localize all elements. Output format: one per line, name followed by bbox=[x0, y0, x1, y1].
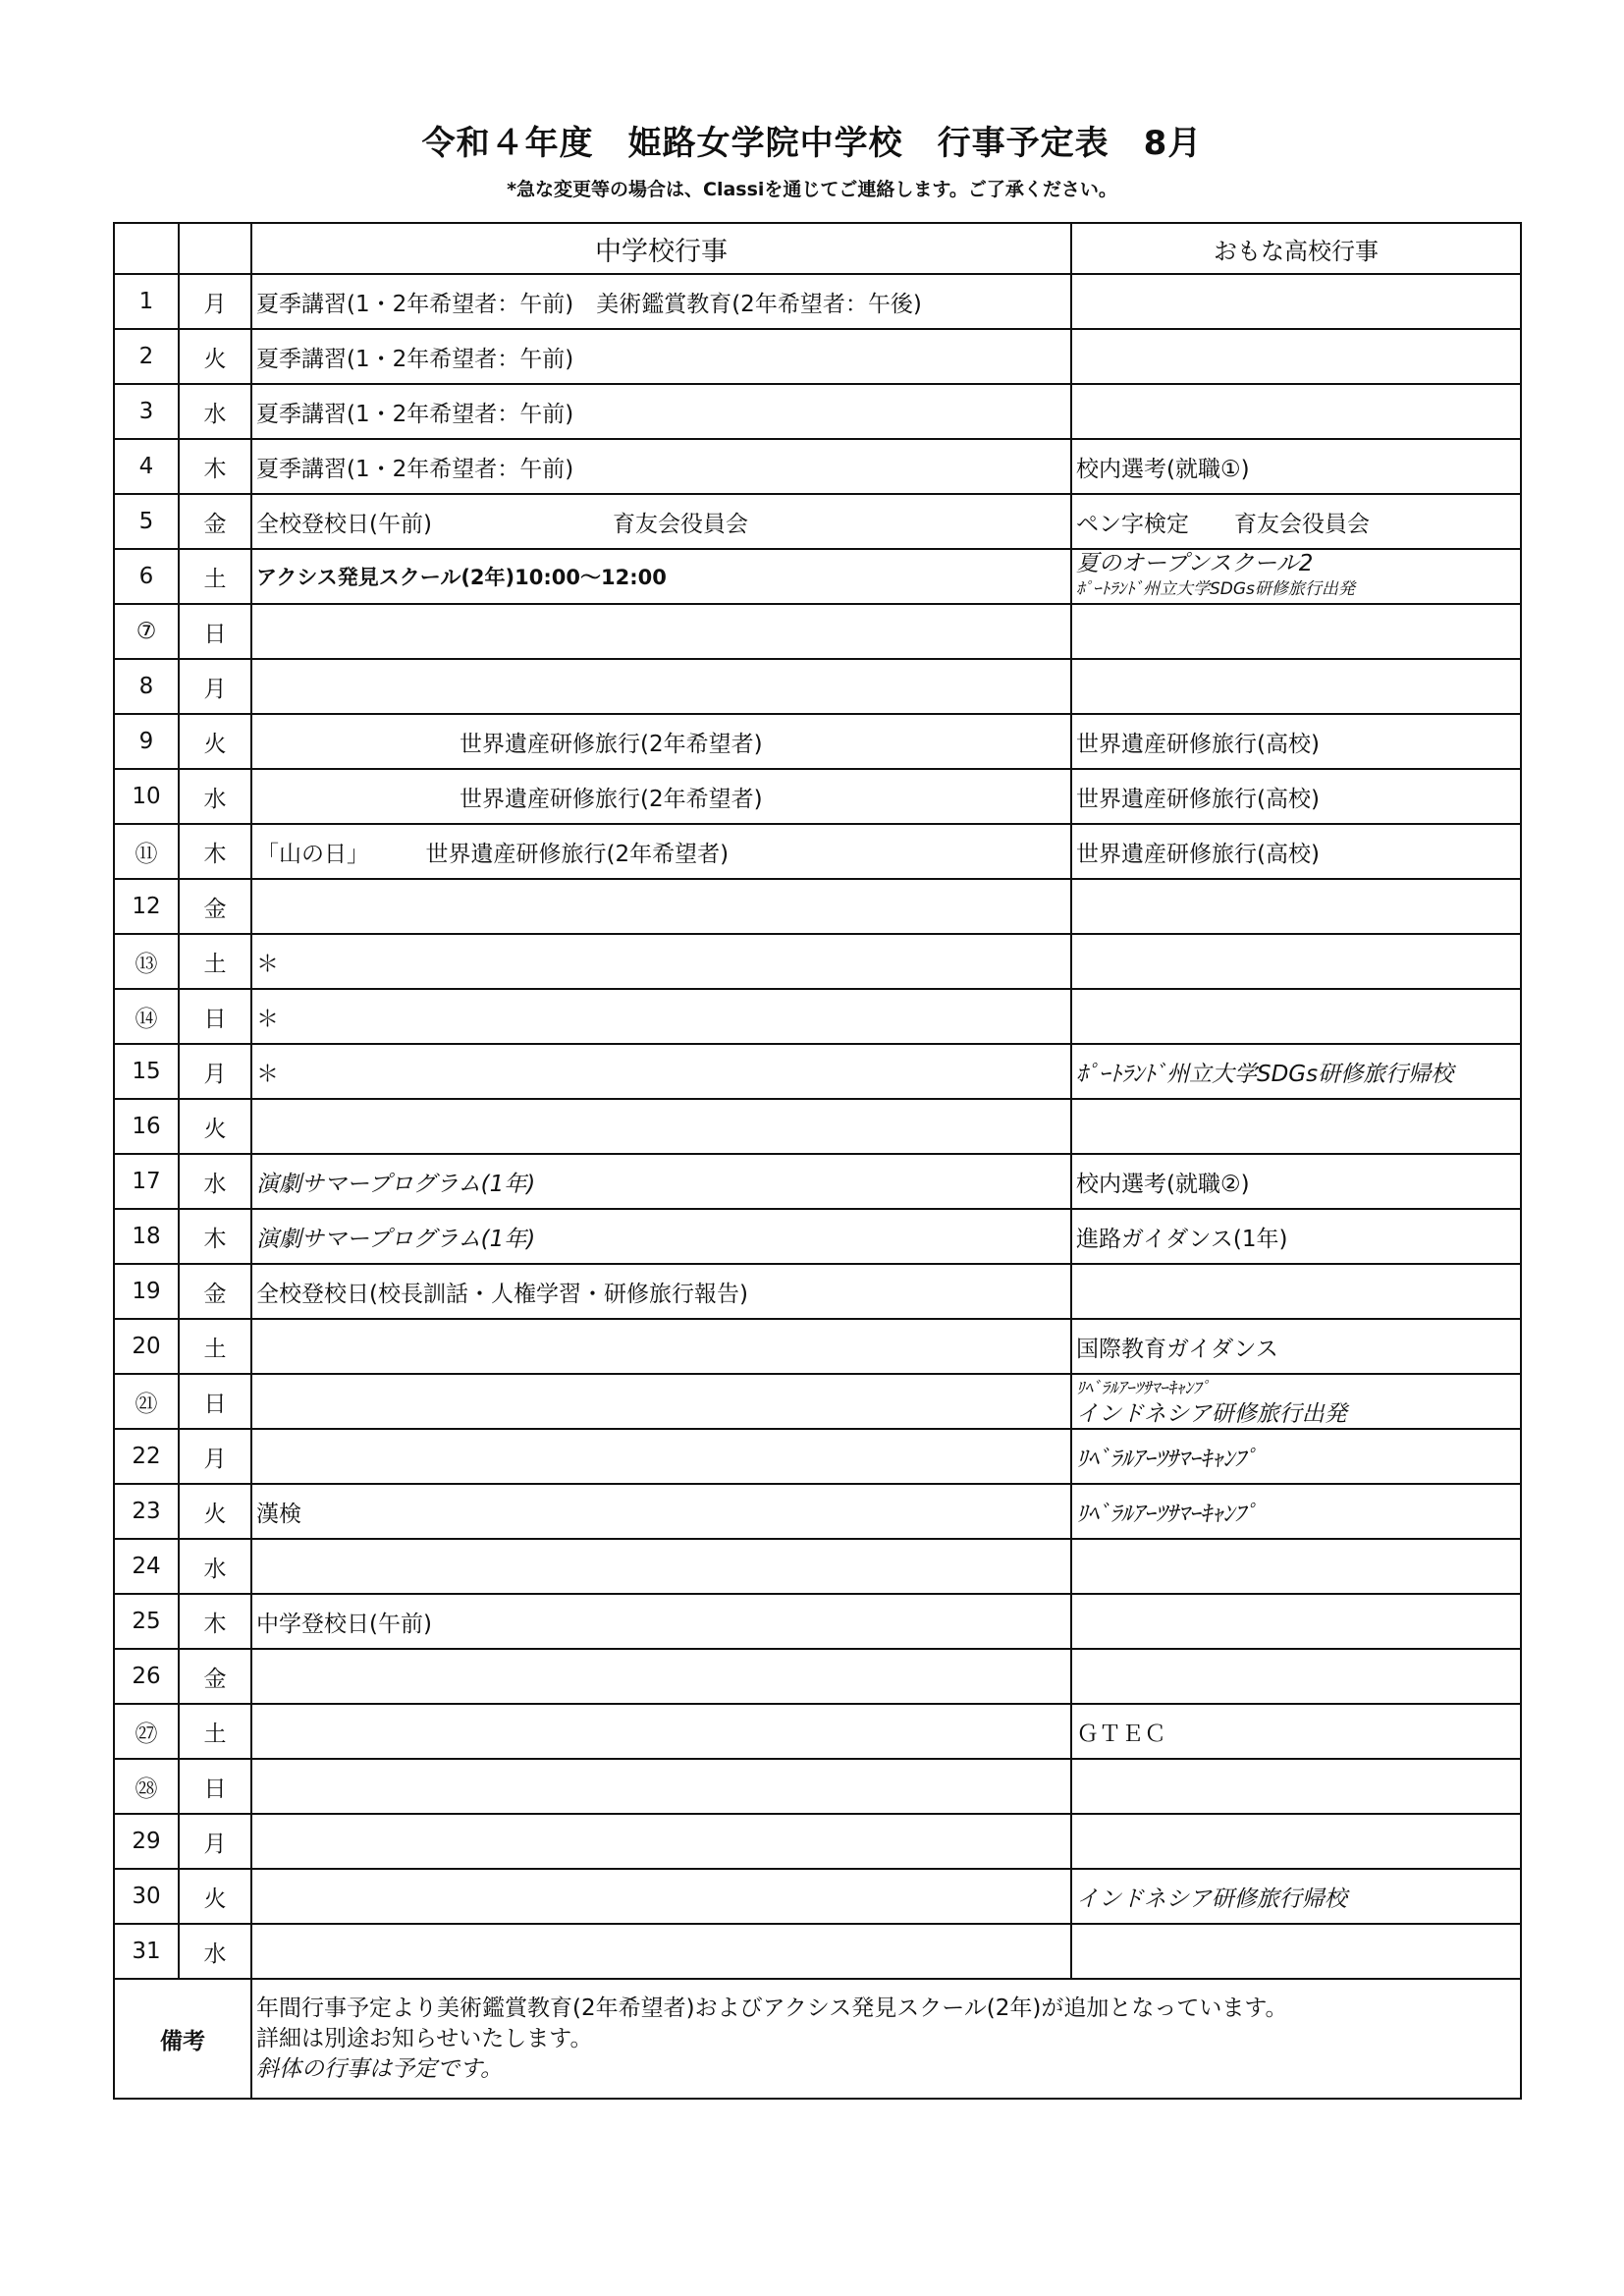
table-row bbox=[114, 1704, 1521, 1759]
table-row bbox=[114, 1484, 1521, 1539]
weekday: 木 bbox=[179, 439, 251, 494]
weekday: 火 bbox=[179, 1869, 251, 1924]
senior-event: 世界遺産研修旅行(高校) bbox=[1071, 769, 1521, 824]
day-number: 24 bbox=[114, 1539, 179, 1594]
junior-event: 夏季講習(1・2年希望者：午前) bbox=[251, 329, 1071, 384]
junior-event bbox=[251, 1704, 1071, 1759]
day-number: 15 bbox=[114, 1044, 179, 1099]
day-number: 23 bbox=[114, 1484, 179, 1539]
table-row bbox=[114, 604, 1521, 659]
junior-event: アクシス発見スクール(2年)10:00～12:00 bbox=[251, 549, 1071, 604]
page-subtitle: *急な変更等の場合は、Classiを通じてご連絡します。ご了承ください。 bbox=[507, 179, 1117, 200]
weekday: 金 bbox=[179, 1649, 251, 1704]
weekday: 水 bbox=[179, 1154, 251, 1209]
day-number: 22 bbox=[114, 1429, 179, 1484]
junior-event: 夏季講習(1・2年希望者：午前) bbox=[251, 384, 1071, 439]
table-row bbox=[114, 1264, 1521, 1319]
senior-event bbox=[1071, 1924, 1521, 1979]
table-row bbox=[114, 989, 1521, 1044]
notes-label: 備考 bbox=[114, 1979, 251, 2099]
senior-event: 世界遺産研修旅行(高校) bbox=[1071, 714, 1521, 769]
junior-event bbox=[251, 1814, 1071, 1869]
table-row bbox=[114, 1539, 1521, 1594]
senior-event bbox=[1071, 329, 1521, 384]
senior-event-line: インドネシア研修旅行出発 bbox=[1076, 1401, 1347, 1427]
notes-line: 詳細は別途お知らせいたします。 bbox=[256, 2025, 593, 2051]
table-row bbox=[114, 1154, 1521, 1209]
junior-event bbox=[251, 1319, 1071, 1374]
day-number: 2 bbox=[114, 329, 179, 384]
weekday: 金 bbox=[179, 879, 251, 934]
weekday: 木 bbox=[179, 1209, 251, 1264]
table-row bbox=[114, 659, 1521, 714]
weekday: 水 bbox=[179, 384, 251, 439]
weekday: 月 bbox=[179, 1044, 251, 1099]
day-number: 25 bbox=[114, 1594, 179, 1649]
day-number: ⑭ bbox=[114, 989, 179, 1044]
table-row bbox=[114, 769, 1521, 824]
day-number: 26 bbox=[114, 1649, 179, 1704]
junior-event: 世界遺産研修旅行(2年希望者) bbox=[251, 714, 1071, 769]
table-row bbox=[114, 1649, 1521, 1704]
senior-event bbox=[1071, 549, 1521, 604]
table-row bbox=[114, 1209, 1521, 1264]
table-row bbox=[114, 1429, 1521, 1484]
table-row bbox=[114, 1594, 1521, 1649]
junior-event: 夏季講習(1・2年希望者：午前) bbox=[251, 439, 1071, 494]
weekday: 木 bbox=[179, 824, 251, 879]
table-row bbox=[114, 1759, 1521, 1814]
day-number: 12 bbox=[114, 879, 179, 934]
table-row bbox=[114, 714, 1521, 769]
junior-event bbox=[251, 1099, 1071, 1154]
day-number: 16 bbox=[114, 1099, 179, 1154]
notes-line: 斜体の行事は予定です。 bbox=[256, 2055, 504, 2082]
senior-event bbox=[1071, 934, 1521, 989]
weekday: 日 bbox=[179, 604, 251, 659]
senior-event-line: ﾘﾍﾞﾗﾙｱｰﾂｻﾏｰｷｬﾝﾌﾟ bbox=[1076, 1379, 1210, 1398]
day-number: ㉑ bbox=[114, 1374, 179, 1429]
senior-event bbox=[1071, 274, 1521, 329]
table-row bbox=[114, 1099, 1521, 1154]
senior-event bbox=[1071, 879, 1521, 934]
weekday: 火 bbox=[179, 1099, 251, 1154]
table-row bbox=[114, 824, 1521, 879]
senior-event bbox=[1071, 1759, 1521, 1814]
senior-event-line: ﾎﾟｰﾄﾗﾝﾄﾞ州立大学SDGs研修旅行出発 bbox=[1076, 579, 1355, 599]
senior-event: ﾎﾟｰﾄﾗﾝﾄﾞ州立大学SDGs研修旅行帰校 bbox=[1071, 1044, 1521, 1099]
table-row bbox=[114, 274, 1521, 329]
header-junior-events: 中学校行事 bbox=[251, 223, 1071, 274]
junior-event bbox=[251, 1539, 1071, 1594]
junior-event: 演劇サマープログラム(1年) bbox=[251, 1154, 1071, 1209]
junior-event bbox=[251, 879, 1071, 934]
junior-event bbox=[251, 1649, 1071, 1704]
day-number: ㉗ bbox=[114, 1704, 179, 1759]
table-row bbox=[114, 1814, 1521, 1869]
weekday: 火 bbox=[179, 714, 251, 769]
table-row bbox=[114, 1869, 1521, 1924]
header-day-number bbox=[114, 223, 179, 274]
table-row bbox=[114, 329, 1521, 384]
senior-event bbox=[1071, 1264, 1521, 1319]
day-number: 19 bbox=[114, 1264, 179, 1319]
header-senior-events: おもな高校行事 bbox=[1071, 223, 1521, 274]
day-number: ⑬ bbox=[114, 934, 179, 989]
notes-row bbox=[114, 1979, 1521, 2099]
weekday: 月 bbox=[179, 1429, 251, 1484]
table-row bbox=[114, 879, 1521, 934]
weekday: 水 bbox=[179, 769, 251, 824]
table-row bbox=[114, 494, 1521, 549]
weekday: 土 bbox=[179, 1319, 251, 1374]
weekday: 水 bbox=[179, 1924, 251, 1979]
junior-event bbox=[251, 659, 1071, 714]
senior-event bbox=[1071, 1649, 1521, 1704]
day-number: ⑦ bbox=[114, 604, 179, 659]
senior-event bbox=[1071, 1814, 1521, 1869]
weekday: 火 bbox=[179, 1484, 251, 1539]
day-number: 29 bbox=[114, 1814, 179, 1869]
table-row bbox=[114, 1319, 1521, 1374]
table-row bbox=[114, 1374, 1521, 1429]
senior-event bbox=[1071, 989, 1521, 1044]
weekday: 月 bbox=[179, 274, 251, 329]
day-number: 17 bbox=[114, 1154, 179, 1209]
table-row bbox=[114, 1044, 1521, 1099]
junior-event: 演劇サマープログラム(1年) bbox=[251, 1209, 1071, 1264]
senior-event: ＧＴＥＣ bbox=[1071, 1704, 1521, 1759]
junior-event bbox=[251, 1924, 1071, 1979]
day-number: 30 bbox=[114, 1869, 179, 1924]
header-weekday bbox=[179, 223, 251, 274]
weekday: 土 bbox=[179, 549, 251, 604]
weekday: 日 bbox=[179, 1759, 251, 1814]
junior-event bbox=[251, 1374, 1071, 1429]
senior-event bbox=[1071, 659, 1521, 714]
junior-event bbox=[251, 1429, 1071, 1484]
table-header-row bbox=[114, 223, 1521, 274]
weekday: 火 bbox=[179, 329, 251, 384]
schedule-table bbox=[113, 222, 1522, 2100]
junior-event: ＊ bbox=[251, 1044, 1071, 1099]
notes-body bbox=[251, 1979, 1521, 2099]
junior-event bbox=[251, 1759, 1071, 1814]
junior-event bbox=[251, 1869, 1071, 1924]
day-number: 8 bbox=[114, 659, 179, 714]
table-row bbox=[114, 1924, 1521, 1979]
senior-event: ペン字検定 育友会役員会 bbox=[1071, 494, 1521, 549]
senior-event bbox=[1071, 384, 1521, 439]
senior-event-line: 夏のオープンスクール2 bbox=[1076, 551, 1314, 576]
junior-event: ＊ bbox=[251, 934, 1071, 989]
junior-event: 夏季講習(1・2年希望者：午前) 美術鑑賞教育(2年希望者：午後) bbox=[251, 274, 1071, 329]
senior-event bbox=[1071, 1594, 1521, 1649]
senior-event: 世界遺産研修旅行(高校) bbox=[1071, 824, 1521, 879]
senior-event bbox=[1071, 604, 1521, 659]
notes-line: 年間行事予定より美術鑑賞教育(2年希望者)およびアクシス発見スクール(2年)が追加となっています。 bbox=[256, 1995, 1288, 2021]
weekday: 木 bbox=[179, 1594, 251, 1649]
senior-event bbox=[1071, 1539, 1521, 1594]
day-number: 3 bbox=[114, 384, 179, 439]
weekday: 月 bbox=[179, 1814, 251, 1869]
senior-event: 国際教育ガイダンス bbox=[1071, 1319, 1521, 1374]
day-number: ㉘ bbox=[114, 1759, 179, 1814]
senior-event bbox=[1071, 1099, 1521, 1154]
junior-event: 漢検 bbox=[251, 1484, 1071, 1539]
weekday: 金 bbox=[179, 494, 251, 549]
senior-event: ﾘﾍﾞﾗﾙｱｰﾂｻﾏｰｷｬﾝﾌﾟ bbox=[1071, 1484, 1521, 1539]
junior-event: ＊ bbox=[251, 989, 1071, 1044]
senior-event bbox=[1071, 1374, 1521, 1429]
senior-event: ﾘﾍﾞﾗﾙｱｰﾂｻﾏｰｷｬﾝﾌﾟ bbox=[1071, 1429, 1521, 1484]
senior-event: インドネシア研修旅行帰校 bbox=[1071, 1869, 1521, 1924]
day-number: 1 bbox=[114, 274, 179, 329]
weekday: 土 bbox=[179, 1704, 251, 1759]
page-title: 令和４年度 姫路女学院中学校 行事予定表 8月 bbox=[421, 124, 1203, 163]
table-row bbox=[114, 549, 1521, 604]
day-number: 10 bbox=[114, 769, 179, 824]
weekday: 月 bbox=[179, 659, 251, 714]
day-number: 31 bbox=[114, 1924, 179, 1979]
table-row bbox=[114, 384, 1521, 439]
day-number: 18 bbox=[114, 1209, 179, 1264]
junior-event: 中学登校日(午前) bbox=[251, 1594, 1071, 1649]
weekday: 日 bbox=[179, 989, 251, 1044]
weekday: 日 bbox=[179, 1374, 251, 1429]
table-row bbox=[114, 934, 1521, 989]
day-number: 20 bbox=[114, 1319, 179, 1374]
junior-event: 「山の日」 世界遺産研修旅行(2年希望者) bbox=[251, 824, 1071, 879]
junior-event: 全校登校日(校長訓話・人権学習・研修旅行報告) bbox=[251, 1264, 1071, 1319]
senior-event: 校内選考(就職①) bbox=[1071, 439, 1521, 494]
day-number: ⑪ bbox=[114, 824, 179, 879]
junior-event bbox=[251, 604, 1071, 659]
junior-event: 世界遺産研修旅行(2年希望者) bbox=[251, 769, 1071, 824]
weekday: 土 bbox=[179, 934, 251, 989]
senior-event: 校内選考(就職②) bbox=[1071, 1154, 1521, 1209]
weekday: 水 bbox=[179, 1539, 251, 1594]
junior-event: 全校登校日(午前) 育友会役員会 bbox=[251, 494, 1071, 549]
table-row bbox=[114, 439, 1521, 494]
day-number: 5 bbox=[114, 494, 179, 549]
weekday: 金 bbox=[179, 1264, 251, 1319]
senior-event: 進路ガイダンス(1年) bbox=[1071, 1209, 1521, 1264]
day-number: 4 bbox=[114, 439, 179, 494]
day-number: 6 bbox=[114, 549, 179, 604]
day-number: 9 bbox=[114, 714, 179, 769]
